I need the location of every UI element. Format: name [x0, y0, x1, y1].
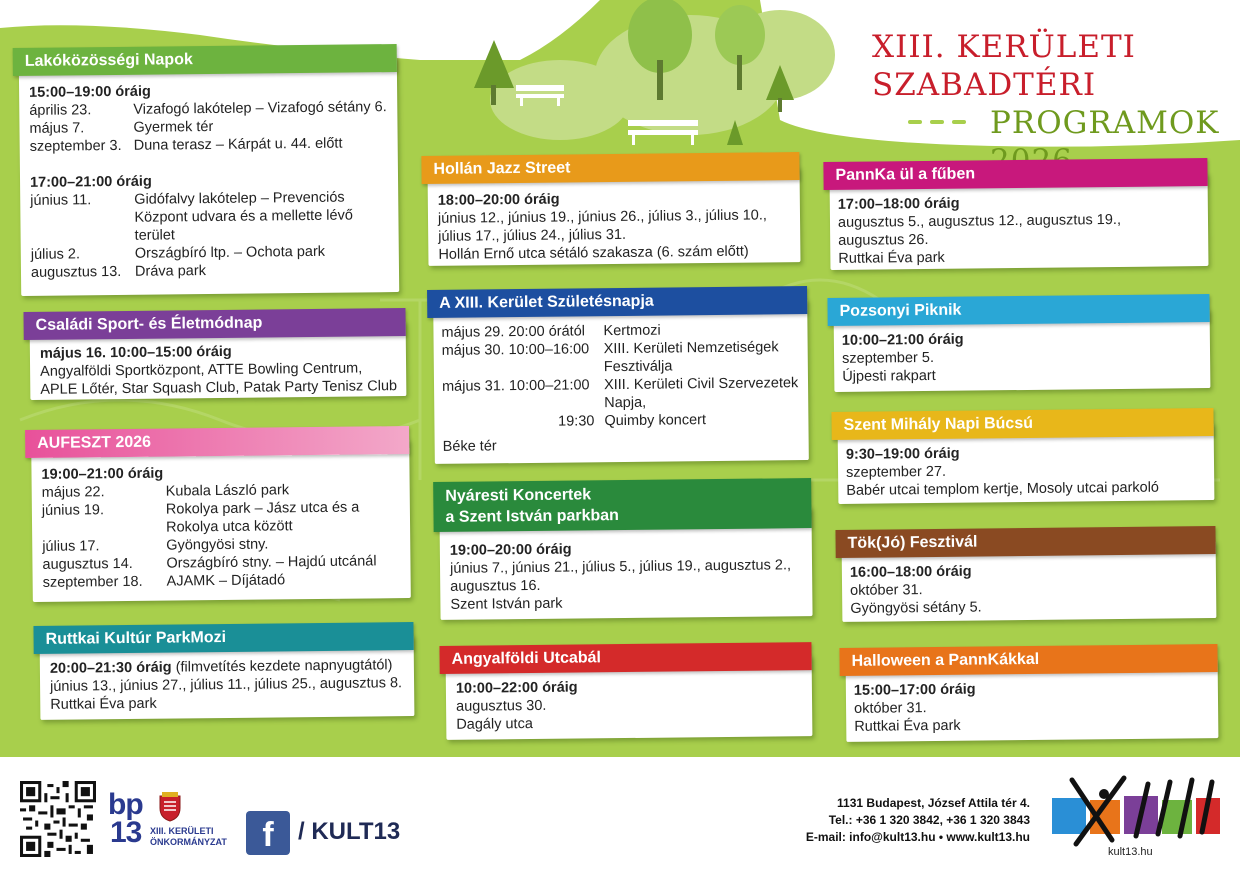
- card-title: Tök(Jó) Fesztivál: [835, 526, 1215, 558]
- time-range: 9:30–19:00 óráig: [845, 445, 960, 463]
- time-range: 15:00–17:00 óráig: [853, 681, 976, 699]
- date-label: május 30. 10:00–16:00: [441, 341, 590, 359]
- card-csaladi-sport: [30, 314, 407, 400]
- date-line: szeptember 27.: [846, 463, 947, 481]
- location: Országbíró stny. – Hajdú utcánál: [166, 553, 377, 572]
- card-title: Halloween a PannKákkal: [839, 644, 1217, 676]
- card-title: Hollán Jazz Street: [421, 152, 799, 184]
- card-title: Lakóközösségi Napok: [13, 44, 397, 76]
- dates-line: augusztus 26.: [838, 231, 929, 249]
- card-angyalfoldi-utcabal: [446, 649, 813, 740]
- date-label: május 22.: [41, 484, 105, 501]
- time-range: 15:00–19:00 óráig: [29, 83, 151, 101]
- time-range: 20:00–21:30 óráig: [49, 659, 172, 677]
- program: XIII. Kerületi Nemzetiségek Fesztiválja: [603, 339, 779, 376]
- facebook-icon[interactable]: f: [246, 811, 290, 855]
- date-label: április 23.: [29, 102, 92, 119]
- location-line: Gyöngyösi sétány 5.: [850, 599, 982, 617]
- qr-code[interactable]: [20, 781, 96, 857]
- email-web[interactable]: E-mail: info@kult13.hu • www.kult13.hu: [805, 830, 1030, 844]
- card-tokjo-fesztival: [842, 533, 1217, 622]
- program: Kertmozi: [603, 322, 661, 340]
- location: Duna terasz – Kárpát u. 44. előtt: [133, 135, 343, 154]
- kult13-logo[interactable]: [1052, 770, 1222, 862]
- dates-line: június 12., június 19., június 26., július 3., július 10.,: [437, 207, 767, 227]
- kult13-emblem: [1052, 770, 1222, 850]
- date-line: október 31.: [850, 582, 923, 599]
- date-label: szeptember 18.: [42, 573, 143, 591]
- card-kerulet-szuletesnap: [433, 292, 809, 464]
- location-line: Újpesti rakpart: [842, 367, 936, 385]
- card-title: A XIII. Kerület Születésnapja: [427, 286, 807, 318]
- location-line: Béke tér: [442, 438, 497, 455]
- bp-number: 13: [110, 816, 142, 849]
- date-label: szeptember 3.: [29, 137, 122, 155]
- facebook-handle[interactable]: / KULT13: [298, 818, 401, 845]
- time-note: (filmvetítés kezdete napnyugtától): [175, 657, 393, 676]
- time-range: 10:00–22:00 óráig: [455, 679, 578, 697]
- date-label: június 19.: [41, 502, 105, 519]
- kerulet-line-1: XIII. KERÜLETI: [150, 826, 214, 836]
- location: AJAMK – Díjátadó: [166, 572, 286, 590]
- location-line: Ruttkai Éva park: [854, 717, 961, 735]
- location-line: Ruttkai Éva park: [838, 249, 945, 267]
- dates-line: június 13., június 27., július 11., július 25., augusztus 8.: [50, 675, 403, 695]
- title-line-1: XIII. KERÜLETI SZABADTÉRI: [872, 29, 1136, 103]
- card-hollan-jazz: [428, 159, 801, 266]
- dates-line: augusztus 16.: [450, 577, 541, 595]
- kult13-url: kult13.hu: [1108, 846, 1153, 858]
- time-range: 19:00–21:00 óráig: [41, 465, 164, 483]
- location-line: Ruttkai Éva park: [50, 695, 157, 713]
- location-line: Hollán Ernő utca sétáló szakasza (6. szám előtt): [438, 243, 749, 263]
- date-label: augusztus 14.: [42, 555, 133, 573]
- time-range: 10:00–21:00 óráig: [841, 331, 964, 349]
- bp-text: bp: [108, 788, 143, 821]
- dates-line: augusztus 5., augusztus 12., augusztus 19.,: [837, 211, 1122, 231]
- card-title-line-2: a Szent István parkban: [445, 507, 619, 526]
- location: Gyöngyösi stny.: [166, 536, 269, 554]
- location-line: Babér utcai templom kertje, Mosoly utcai parkoló: [846, 479, 1160, 499]
- location: Gidófalvy lakótelep – Prevenciós Központ udvara és a mellette lévő terület: [134, 189, 353, 244]
- kerulet-line-2: ÖNKORMÁNYZAT: [150, 837, 227, 847]
- time-range: 18:00–20:00 óráig: [437, 191, 560, 209]
- card-pannka-ul-a-fuben: [830, 165, 1209, 270]
- card-aufeszt: [31, 433, 411, 602]
- location: Országbíró ltp. – Ochota park: [134, 243, 326, 262]
- crest-icon: [158, 792, 182, 822]
- contact-info: [806, 795, 1030, 846]
- location-line: Dagály utca: [456, 716, 533, 733]
- location: Gyermek tér: [133, 118, 214, 136]
- date-label: május 31. 10:00–21:00: [441, 377, 590, 395]
- card-title: Pozsonyi Piknik: [827, 294, 1209, 326]
- poster-title: [872, 28, 1222, 180]
- date-label: július 2.: [30, 246, 81, 263]
- location: Vizafogó lakótelep – Vizafogó sétány 6.: [133, 99, 387, 118]
- location: Kubala László park: [165, 482, 290, 500]
- card-title: [433, 478, 812, 532]
- program: Quimby koncert: [604, 412, 707, 430]
- location-line: Szent István park: [450, 595, 563, 613]
- date-line: október 31.: [853, 700, 927, 717]
- location-line: Angyalföldi Sportközpont, ATTE Bowling Centrum,: [40, 360, 363, 380]
- card-title: Családi Sport- és Életmódnap: [23, 308, 405, 340]
- time-range: 19:00–20:00 óráig: [449, 541, 572, 559]
- date-line: augusztus 30.: [456, 697, 547, 715]
- date-label: augusztus 13.: [30, 263, 122, 281]
- date-label: július 17.: [42, 538, 100, 555]
- card-title: Ruttkai Kultúr ParkMozi: [33, 622, 413, 654]
- kerulet-label: [150, 826, 227, 848]
- card-ruttkai-parkmozi: [40, 629, 415, 720]
- phone: Tel.: +36 1 320 3842, +36 1 320 3843: [828, 813, 1030, 827]
- location-line: APLE Lőtér, Star Squash Club, Patak Party Tenisz Club: [40, 378, 398, 398]
- card-lakokozossegi-napok: [19, 51, 399, 296]
- date-label: június 11.: [30, 192, 92, 209]
- location: Dráva park: [134, 263, 207, 280]
- bp13-logo[interactable]: [106, 790, 226, 860]
- dates-line: június 7., június 21., július 5., július 19., augusztus 2.,: [449, 557, 792, 577]
- time-range: 17:00–21:00 óráig: [29, 173, 152, 191]
- card-szent-mihaly-bucsu: [838, 414, 1215, 504]
- card-title-line-1: Nyáresti Koncertek: [445, 486, 592, 505]
- card-title: Szent Mihály Napi Búcsú: [831, 408, 1213, 440]
- date-label: május 29. 20:00 órától: [441, 323, 586, 341]
- time-label: 19:30: [558, 413, 595, 430]
- dates-line: július 17., július 24., július 31.: [438, 226, 627, 245]
- program: XIII. Kerületi Civil Szervezetek Napja,: [603, 375, 799, 412]
- title-line-2: PROGRAMOK: [990, 105, 1220, 141]
- time-range: 17:00–18:00 óráig: [837, 195, 960, 213]
- date-line: szeptember 5.: [841, 349, 935, 367]
- card-title: AUFESZT 2026: [25, 426, 409, 458]
- time-range: 16:00–18:00 óráig: [849, 563, 972, 581]
- card-title: Angyalföldi Utcabál: [439, 642, 811, 674]
- location: Rokolya park – Jász utca és a Rokolya utca között: [165, 499, 360, 536]
- address: 1131 Budapest, József Attila tér 4.: [837, 796, 1030, 810]
- date-label: május 7.: [29, 120, 85, 137]
- card-pozsonyi-piknik: [834, 301, 1211, 392]
- card-nyaresti-koncertek: [439, 486, 812, 620]
- card-halloween-pannkakkal: [846, 650, 1219, 742]
- time-range: május 16. 10:00–15:00 óráig: [39, 343, 232, 362]
- card-title: PannKa ül a fűben: [823, 158, 1207, 190]
